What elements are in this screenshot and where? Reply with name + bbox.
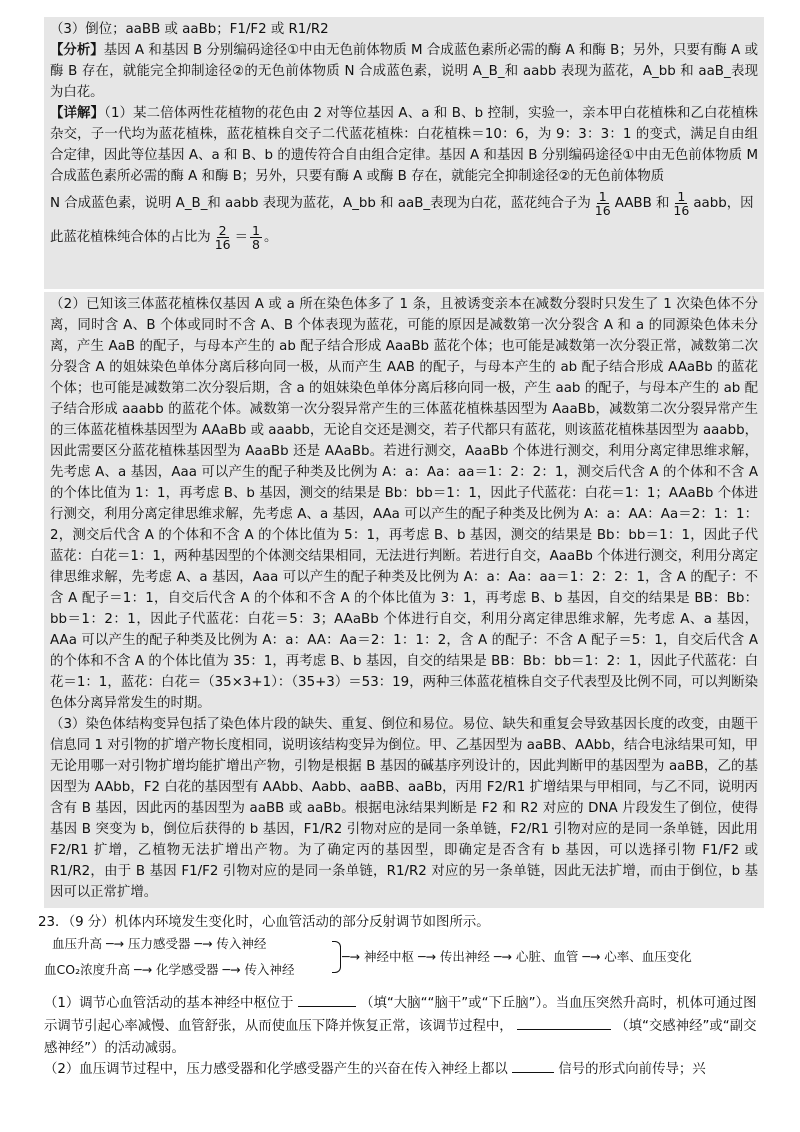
detail-paragraph [50,103,758,187]
frac-denominator: 16 [673,202,690,218]
diagram-row1: 血压升高 ─→ 压力感受器 ─→ 传入神经 [52,936,267,951]
answer-blank-1[interactable] [298,992,356,1007]
diagram-row2: 血CO₂浓度升高 ─→ 化学感受器 ─→ 传入神经 [44,962,295,977]
question-23-part1 [44,992,766,1060]
fraction-1-16-b [671,190,691,217]
answer-part3: （3）倒位；aaBB 或 aaBb；F1/F2 或 R1/R2 [50,22,329,37]
detail-label: 【详解】 [50,106,105,121]
detail-fraction-line [50,187,758,221]
detail-ratio-line [50,221,758,255]
frac-denominator: 16 [214,236,231,252]
detail-text: （1）某二倍体两性花植物的花色由 2 对等位基因 A、a 和 B、b 控制，实验一，亲本甲白花植株和乙白花植株杂交，子一代均为蓝花植株，蓝花植株自交子二代蓝花植株：白花植株＝10：6，为 9：3：3：1 的变式，满足自由组合定律，因此等位基因 A、a 和 B、b 的遗传符合自由组合定律。基因 A 和基因 B 分别编码途径①中由无色前体物质 M 合成蓝色素所必需的酶 A 和酶 B；另外，只要有酶 A 或酶 B 存在，就能完全抑制途径②的无色前体物质 [50,106,758,184]
fraction-2-16 [213,224,233,251]
reflex-diagram [44,934,764,984]
detail-parts-2-3-block [44,292,764,908]
q23-1-text-c: （填“交感神经”或“副交感神经”）的活动减弱。 [44,1019,757,1056]
analysis-label: 【分析】 [50,43,104,58]
frac-numerator: 1 [598,188,607,204]
equals-sign: ＝ [234,230,248,245]
question-23-stem: 23．（9 分）机体内环境发生变化时，心血管活动的部分反射调节如图所示。 [38,915,490,930]
answer-analysis-block [44,17,764,289]
frac-denominator: 8 [251,236,260,252]
detail-text-n1: N 合成蓝色素，说明 A_B_和 aabb 表现为蓝花，A_bb 和 aaB_表现为白花，蓝花纯合子为 [50,196,591,211]
q23-1-text-b: （填“大脑““脑干”或“下丘脑”）。当血压突然升高时，机体可通过图示调节引起心率减慢、血管舒张，从而使血压下降并恢复正常，该调节过程中， [44,996,757,1034]
q23-1-text-a: （1）调节心血管活动的基本神经中枢位于 [44,996,294,1011]
diagram-brace [332,941,341,973]
detail-text-r1: 此蓝花植株纯合体的占比为 [50,230,211,245]
answer-blank-3[interactable] [512,1058,554,1073]
detail-text-n2: AABB 和 [614,196,670,211]
frac-numerator: 1 [251,222,260,238]
answer-blank-2[interactable] [517,1015,611,1030]
analysis-text: 基因 A 和基因 B 分别编码途径①中由无色前体物质 M 合成蓝色素所必需的酶 A 和酶 B；另外，只要有酶 A 或酶 B 存在，就能完全抑制途径②的无色前体物质 N 合成蓝色素，说明 A_B_和 aabb 表现为蓝花，A_bb 和 aaB_表现为白花。 [50,43,758,100]
q23-2-text-a: （2）血压调节过程中，压力感受器和化学感受器产生的兴奋在传入神经上都以 [44,1062,508,1077]
frac-denominator: 16 [594,202,611,218]
detail-text-r2: 。 [263,230,278,245]
frac-numerator: 2 [218,222,227,238]
detail-part3: （3）染色体结构变异包括了染色体片段的缺失、重复、倒位和易位。易位、缺失和重复会导致基因长度的改变，由题干信息同 1 对引物的扩增产物长度相同，说明该结构变异为倒位。甲、乙基因型为 aaBB、AAbb，结合电泳结果可知，甲无论用哪一对引物扩增均能扩增出产物，引物是根据 B 基因的碱基序列设计的，因此判断甲的基因型为 aaBB，乙的基因型为 AAbb，F2 白花的基因型有 AAbb、Aabb、aaBB、aaBb，丙用 F2/R1 扩增结果与甲相同，与乙不同，说明丙含有 B 基因，因此丙的基因型为 aaBB 或 aaBb。根据电泳结果判断是 F2 和 R2 对应的 DNA 片段发生了倒位，使得基因 B 突变为 b，倒位后获得的 b 基因，F1/R2 引物对应的是同一条单链，F2/R1 引物对应的是同一条单链，因此用 F2/R1 扩增，乙植物无法扩增出产物。为了确定丙的基因型，即确定是否含有 b 基因，可以选择引物 F1/F2 或 R1/R2，由于 B 基因 F1/F2 引物对应的是同一条单链，R1/R2 对应的另一条单链，因此无法扩增，而由于倒位，b 基因可以正常扩增。 [50,717,758,900]
fraction-1-16-a [593,190,613,217]
detail-part2: （2）已知该三体蓝花植株仅基因 A 或 a 所在染色体多了 1 条，且被诱变亲本在减数分裂时只发生了 1 次染色体不分离，同时含 A、B 个体或同时不含 A、B 个体表现为蓝花，可能的原因是减数第一次分裂含 A 和 a 的同源染色体未分离，产生 AaB 的配子，与母本产生的 ab 配子结合形成 AaaBb 蓝花个体；也可能是减数第一次分裂正常，减数第二次分裂含 A 的姐妹染色单体分离后移向同一极，从而产生 AAB 的配子，与母本产生的 ab 配子结合形成 AAaBb 的蓝花个体；也可能是减数第二次分裂后期，含 a 的姐妹染色单体分离后移向同一极，产生 aab 的配子，与母本产生的 ab 配子结合形成 aaabb 的蓝花个体。减数第一次分裂异常产生的三体蓝花植株基因型为 AaaBb，减数第二次分裂异常产生的三体蓝花植株基因型为 AAaBb 或 aaabb，无论自交还是测交，若子代都只有蓝花，则该蓝花植株基因型为 aaabb，因此需要区分蓝花植株基因型为 AaaBb 还是 AAaBb。若进行测交，AaaBb 个体进行测交，利用分离定律思维求解，先考虑 A、a 基因，Aaa 可以产生的配子种类及比例为 A：a：Aa：aa＝1：2：2：1，测交后代含 A 的个体和不含 A 的个体比值为 1：1，再考虑 B、b 基因，测交的结果是 Bb：bb＝1：1，因此子代蓝花：白花＝1：1；AAaBb 个体进行测交，利用分离定律思维求解，先考虑 A、a 基因，AAa 可以产生的配子种类及比例为 A：a：AA：Aa＝2：1：1：2，测交后代含 A 的个体和不含 A 的个体比值为 5：1，再考虑 B、b 基因，测交的结果是 Bb：bb＝1：1，因此子代蓝花：白花＝1：1，两种基因型的个体测交结果相同，无法进行判断。若进行自交，AaaBb 个体进行测交，利用分离定律思维求解，先考虑 A、a 基因，Aaa 可以产生的配子种类及比例为 A：a：Aa：aa＝1：2：2：1，含 A 的配子：不含 A 配子＝1：1，自交后代含 A 的个体和不含 A 的个体比值为 3：1，再考虑 B、b 基因，自交的结果是 BB：Bb：bb＝1：2：1，因此子代蓝花：白花＝5：3；AAaBb 个体进行自交，利用分离定律思维求解，先考虑 A、a 基因，AAa 可以产生的配子种类及比例为 A：a：AA：Aa＝2：1：1：2，含 A 的配子：不含 A 配子＝5：1，自交后代含 A 的个体和不含 A 的个体比值为 35：1，再考虑 B、b 基因，自交的结果是 BB：Bb：bb＝1：2：1，因此子代蓝花：白花＝1：1，蓝花：白花＝（35×3+1）：（35+3）＝53：19，两种三体蓝花植株自交子代表型及比例不同，可以判断染色体分离异常发生的时期。 [50,297,758,711]
question-23-part2 [44,1058,766,1081]
diagram-right: ─→ 神经中枢 ─→ 传出神经 ─→ 心脏、血管 ─→ 心率、血压变化 [342,949,692,964]
fraction-1-8 [250,224,262,251]
detail-text-n3: aabb，因 [693,196,754,211]
frac-numerator: 1 [677,188,686,204]
q23-2-text-b: 信号的形式向前传导；兴 [558,1062,706,1077]
analysis-paragraph [50,40,758,103]
